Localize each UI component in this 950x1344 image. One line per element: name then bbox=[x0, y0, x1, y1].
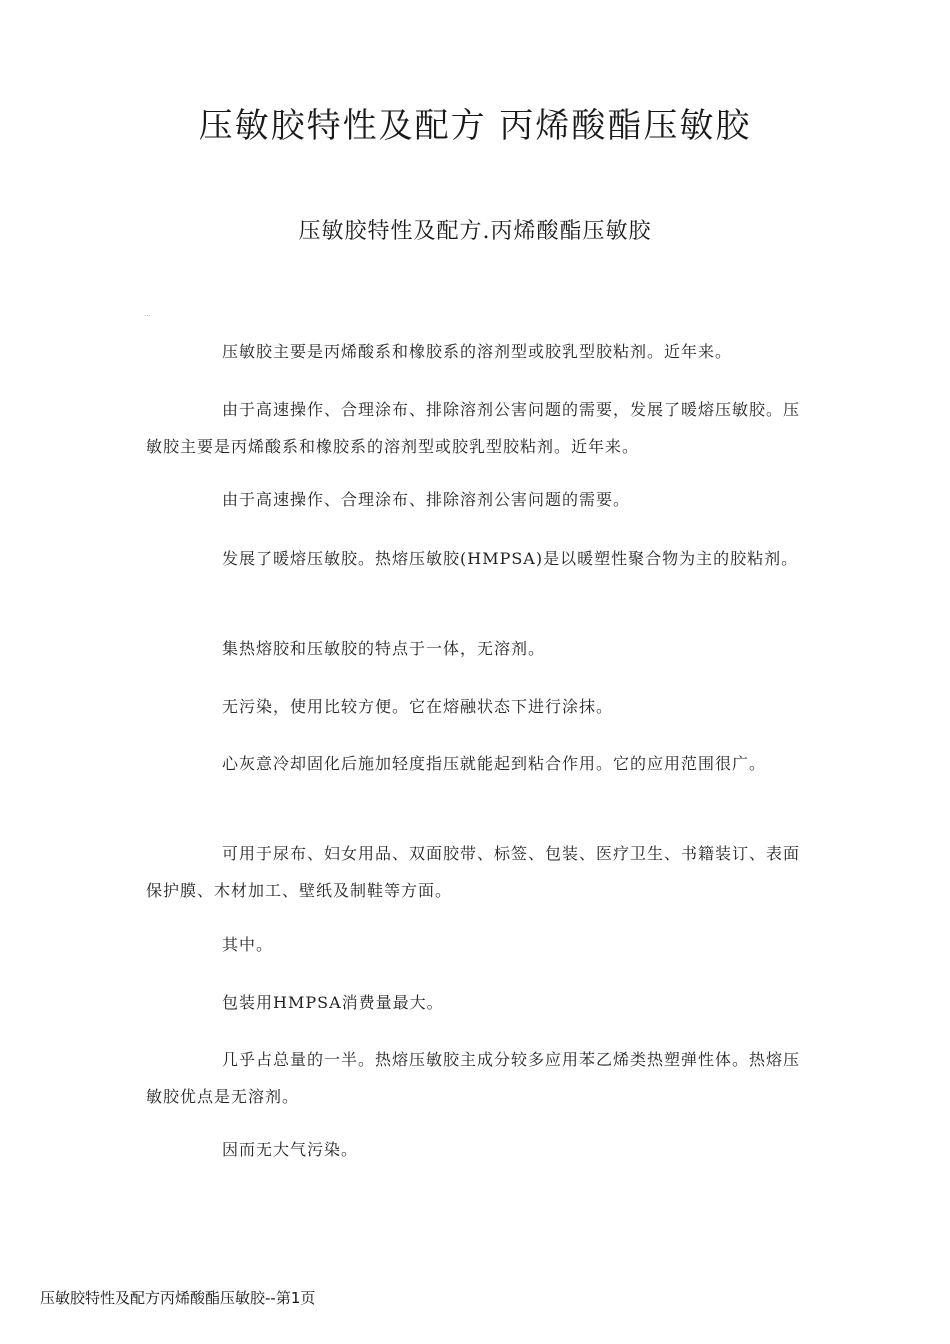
paragraph-6: 无污染，使用比较方便。它在熔融状态下进行涂抹。 bbox=[222, 697, 614, 716]
paragraph-10: 包装用HMPSA消费量最大。 bbox=[222, 993, 444, 1012]
paragraph-2: 由于高速操作、合理涂布、排除溶剂公害问题的需要，发展了暖熔压敏胶。压敏胶主要是丙烯酸系和橡胶系的溶剂型或胶乳型胶粘剂。近年来。 bbox=[146, 400, 801, 456]
paragraph-8: 可用于尿布、妇女用品、双面胶带、标签、包装、医疗卫生、书籍装订、表面保护膜、木材加工、壁纸及制鞋等方面。 bbox=[146, 844, 801, 900]
document-title: 压敏胶特性及配方 丙烯酸酯压敏胶 bbox=[198, 106, 752, 146]
ellipsis-mark: ··· bbox=[144, 312, 151, 320]
document-subtitle: 压敏胶特性及配方.丙烯酸酯压敏胶 bbox=[298, 219, 652, 244]
paragraph-3: 由于高速操作、合理涂布、排除溶剂公害问题的需要。 bbox=[222, 490, 631, 509]
paragraph-11: 几乎占总量的一半。热熔压敏胶主成分较多应用苯乙烯类热塑弹性体。热熔压敏胶优点是无溶剂。 bbox=[146, 1050, 801, 1106]
paragraph-1: 压敏胶主要是丙烯酸系和橡胶系的溶剂型或胶乳型胶粘剂。近年来。 bbox=[222, 342, 733, 361]
paragraph-5: 集热熔胶和压敏胶的特点于一体，无溶剂。 bbox=[222, 639, 546, 658]
paragraph-9: 其中。 bbox=[222, 935, 274, 954]
paragraph-12: 因而无大气污染。 bbox=[222, 1140, 359, 1159]
paragraph-4: 发展了暖熔压敏胶。热熔压敏胶(HMPSA)是以暖塑性聚合物为主的胶粘剂。 bbox=[222, 549, 799, 568]
paragraph-7: 心灰意冷却固化后施加轻度指压就能起到粘合作用。它的应用范围很广。 bbox=[222, 754, 767, 773]
page-footer: 压敏胶特性及配方丙烯酸酯压敏胶--第1页 bbox=[40, 1289, 316, 1307]
